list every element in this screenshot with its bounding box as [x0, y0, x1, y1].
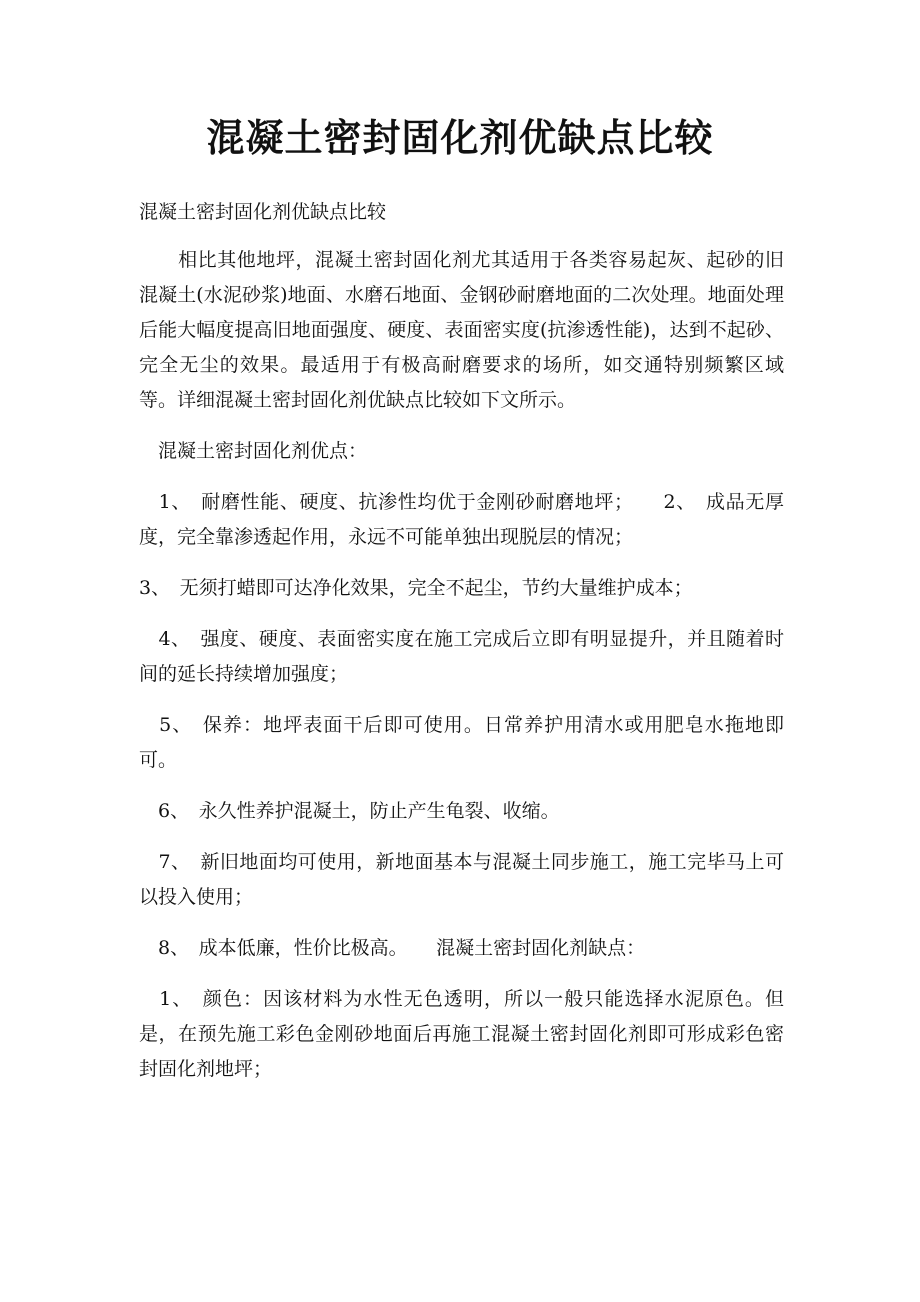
subtitle-paragraph: 混凝土密封固化剂优缺点比较 — [139, 201, 387, 223]
list-item: 5、 保养：地坪表面干后即可使用。日常养护用清水或用肥皂水拖地即可。 — [139, 714, 784, 771]
list-item: 1、 耐磨性能、硬度、抗渗性均优于金刚砂耐磨地坪； 2、 成品无厚度，完全靠渗透起作用，永远不可能单独出现脱层的情况； — [139, 491, 784, 548]
list-item: 6、 永久性养护混凝土，防止产生龟裂、收缩。 — [139, 800, 560, 822]
advantages-heading: 混凝土密封固化剂优点： — [139, 440, 368, 462]
intro-paragraph: 相比其他地坪，混凝土密封固化剂尤其适用于各类容易起灰、起砂的旧混凝土(水泥砂浆)地面、水磨石地面、金钢砂耐磨地面的二次处理。地面处理后能大幅度提高旧地面强度、硬度、表面密实度(抗渗透性能)，达到不起砂、完全无尘的效果。最适用于有极高耐磨要求的场所，如交通特别频繁区域等。详细混凝土密封固化剂优缺点比较如下文所示。 — [139, 249, 784, 411]
list-item: 7、 新旧地面均可使用，新地面基本与混凝土同步施工，施工完毕马上可以投入使用； — [139, 851, 784, 908]
list-item: 4、 强度、硬度、表面密实度在施工完成后立即有明显提升，并且随着时间的延长持续增加强度； — [139, 628, 784, 685]
document-title: 混凝土密封固化剂优缺点比较 — [206, 115, 714, 160]
list-item: 3、 无须打蜡即可达净化效果，完全不起尘，节约大量维护成本； — [139, 577, 693, 599]
document-body — [139, 195, 784, 1087]
list-item: 8、 成本低廉，性价比极高。 混凝土密封固化剂缺点： — [139, 937, 646, 959]
list-item: 1、 颜色：因该材料为水性无色透明，所以一般只能选择水泥原色。但是，在预先施工彩色金刚砂地面后再施工混凝土密封固化剂即可形成彩色密封固化剂地坪； — [139, 988, 784, 1080]
